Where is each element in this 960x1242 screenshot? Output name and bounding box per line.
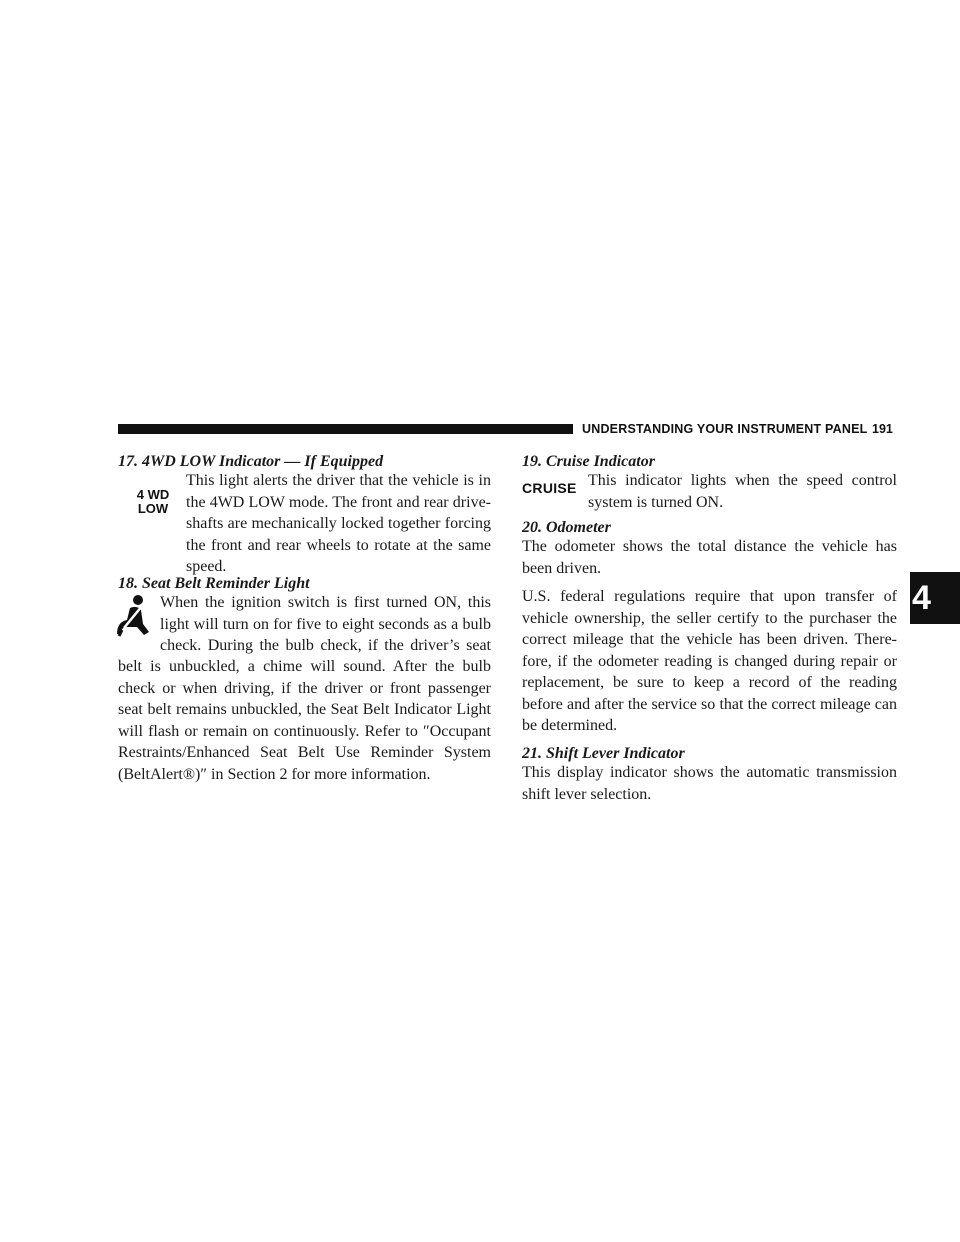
body-line: fore, if the odometer reading is changed during repair or [522,652,897,670]
body-line: be determined. [522,717,618,734]
section-21-body [522,762,897,805]
body-line: This indicator lights when the speed control [588,472,897,489]
cruise-icon: CRUISE [522,480,577,496]
body-line: (BeltAlert®)″ in Section 2 for more information. [118,765,431,783]
section-17-body [186,470,491,578]
body-line: the front and rear wheels to rotate at the same [186,536,491,554]
section-19-body [588,470,897,513]
body-line: check. During the bulb check, if the driver’s seat [160,637,491,654]
header-rule [118,424,573,434]
seatbelt-icon [115,594,151,638]
section-17-heading: 17. 4WD LOW Indicator — If Equipped [118,453,384,470]
body-line: U.S. federal regulations require that upon transfer of [522,588,897,605]
body-line: When the ignition switch is first turned ON, this [160,594,491,611]
running-header-title: UNDERSTANDING YOUR INSTRUMENT PANEL [582,422,868,436]
chapter-tab: 4 [910,572,960,624]
section-21-heading: 21. Shift Lever Indicator [522,745,685,762]
body-line: system is turned ON. [588,493,724,511]
body-line: vehicle ownership, the seller certify to the purchaser the [522,609,897,627]
body-line: been driven. [522,559,602,577]
4wd-low-icon [128,488,178,516]
4wd-low-icon-line1: 4 WD [136,487,170,502]
section-20-para-1 [522,536,897,579]
section-18-body [118,656,491,785]
body-line: check or when driving, if the driver or front passenger [118,679,491,697]
body-line: before and after the service so that the correct mileage can [522,695,897,713]
body-line: the 4WD LOW mode. The front and rear drive- [186,493,491,511]
body-line: seat belt remains unbuckled, the Seat Belt Indicator Light [118,701,491,718]
body-line: This light alerts the driver that the vehicle is in [186,472,491,489]
body-line: The odometer shows the total distance the vehicle has [522,538,897,555]
body-line: belt is unbuckled, a chime will sound. After the bulb [118,658,491,675]
body-line: speed. [186,558,227,575]
4wd-low-icon-line2: LOW [137,501,169,516]
page-number: 191 [872,422,893,436]
body-line: correct mileage that the vehicle has been driven. There- [522,631,897,648]
section-19-heading: 19. Cruise Indicator [522,453,655,470]
body-line: will flash or remain on continuously. Refer to ″Occupant [118,722,491,740]
section-20-para-2 [522,586,897,737]
section-18-heading: 18. Seat Belt Reminder Light [118,575,310,592]
section-18-indented-body [160,592,491,657]
body-line: Restraints/Enhanced Seat Belt Use Reminder System [118,744,491,761]
body-line: replacement, be sure to keep a record of the reading [522,674,897,691]
body-line: This display indicator shows the automatic transmission [522,764,897,781]
body-line: shafts are mechanically locked together forcing [186,515,491,532]
body-line: shift lever selection. [522,785,652,803]
body-line: light will turn on for five to eight seconds as a bulb [160,615,491,633]
section-20-heading: 20. Odometer [522,519,611,536]
